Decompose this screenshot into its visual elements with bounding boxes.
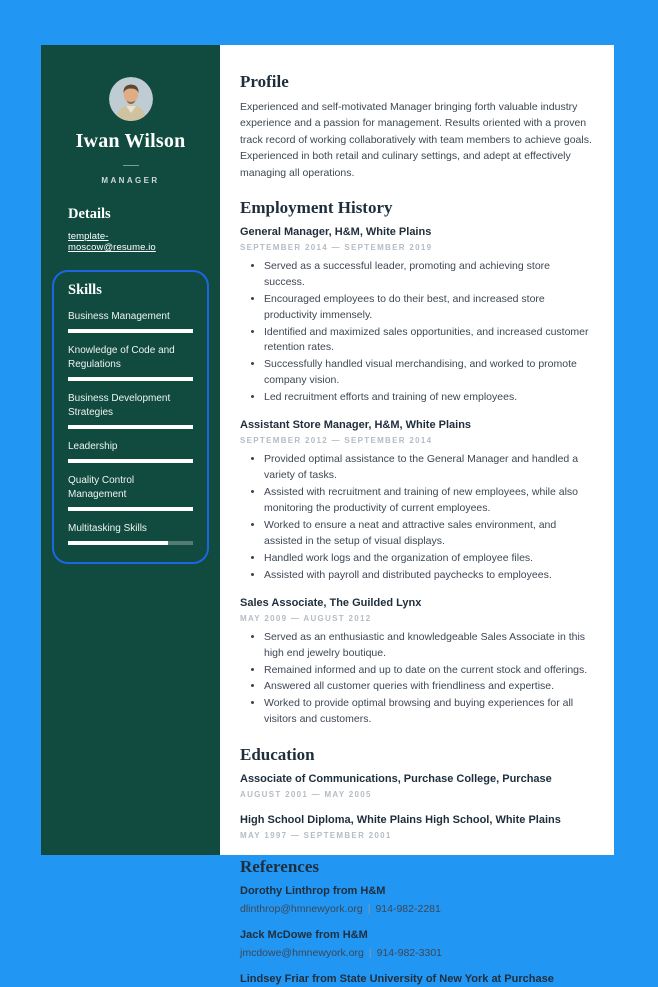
education-entry — [240, 813, 592, 840]
reference-name: Jack McDowe from H&M — [240, 928, 368, 941]
job-dates: SEPTEMBER 2014 — SEPTEMBER 2019 — [240, 242, 433, 252]
reference-email: dlinthrop@hmnewyork.org — [240, 902, 363, 915]
education-dates: MAY 1997 — SEPTEMBER 2001 — [240, 831, 392, 841]
education-dates: AUGUST 2001 — MAY 2005 — [240, 790, 372, 800]
details-section — [41, 206, 220, 255]
reference-phone: 914-982-3301 — [376, 946, 442, 959]
reference-name: Lindsey Friar from State University of New York at Purchase — [240, 972, 554, 985]
bullet-item: • Worked to provide optimal browsing and buying experiences for all visitors and customers. — [264, 696, 592, 728]
bullet-item: • Identified and maximized sales opportunities, and increased customer retention rates. — [264, 325, 592, 357]
job-bullets — [240, 630, 592, 729]
avatar — [109, 77, 153, 121]
skill-item — [68, 474, 193, 511]
job-bullets — [240, 259, 592, 407]
name-divider — [123, 165, 139, 166]
bullet-item: • Encouraged employees to do their best, and increased store productivity immensely. — [264, 292, 592, 324]
skills-selection-box[interactable] — [52, 270, 209, 564]
skill-bar — [68, 541, 193, 545]
job-entry — [240, 225, 592, 406]
bullet-item: • Handled work logs and the organization of employee files. — [264, 551, 592, 567]
job-title: Assistant Store Manager, H&M, White Plains — [240, 419, 472, 432]
profile-name: Iwan Wilson — [75, 130, 186, 152]
education-entry — [240, 772, 592, 799]
reference-name: Dorothy Linthrop from H&M — [240, 885, 386, 898]
skill-label: Multitasking Skills — [68, 523, 147, 534]
skill-label: Business Management — [68, 311, 170, 322]
skill-fill — [68, 377, 193, 381]
skill-fill — [68, 329, 193, 333]
job-dates: MAY 2009 — AUGUST 2012 — [240, 613, 372, 623]
employment-section — [240, 198, 592, 728]
job-entry — [240, 596, 592, 729]
sidebar — [41, 45, 220, 855]
bullet-item: • Successfully handled visual merchandising, and worked to promote company vision. — [264, 357, 592, 389]
skill-item — [68, 310, 193, 333]
job-entry — [240, 418, 592, 583]
bullet-item: • Worked to ensure a neat and attractive sales environment, and assisted in the setup of visual displays. — [264, 518, 592, 550]
skill-label: Business Development Strategies — [68, 393, 171, 418]
reference-entry — [240, 928, 592, 959]
skills-heading: Skills — [68, 282, 102, 298]
references-section — [240, 857, 592, 987]
skill-bar — [68, 377, 193, 381]
skill-bar — [68, 329, 193, 333]
skill-bar — [68, 507, 193, 511]
skill-fill — [68, 507, 193, 511]
skill-item — [68, 522, 193, 545]
skill-label: Quality Control Management — [68, 475, 135, 500]
skill-item — [68, 392, 193, 429]
details-heading: Details — [68, 206, 111, 222]
education-heading: Education — [240, 745, 315, 765]
skill-bar — [68, 459, 193, 463]
reference-email: jmcdowe@hmnewyork.org — [240, 946, 364, 959]
education-title: High School Diploma, White Plains High School, White Plains — [240, 814, 561, 827]
education-section — [240, 745, 592, 840]
skill-item — [68, 440, 193, 463]
reference-entry — [240, 884, 592, 915]
profile-text: Experienced and self-motivated Manager bringing forth valuable industry experience and a passion for management. Results oriented with a proven track record of working collaboratively with team members to achieve goals. Experienced in both retail and culinary settings, and adept at effectively managing all operations. — [240, 101, 592, 179]
skill-fill — [68, 459, 193, 463]
education-title: Associate of Communications, Purchase College, Purchase — [240, 773, 552, 786]
bullet-item: • Assisted with recruitment and training of new employees, while also monitoring the productivity of current employees. — [264, 485, 592, 517]
job-title: General Manager, H&M, White Plains — [240, 225, 432, 238]
reference-phone: 914-982-2281 — [375, 902, 441, 915]
bullet-item: • Served as a successful leader, promoting and achieving store success. — [264, 259, 592, 291]
job-title: Sales Associate, The Guilded Lynx — [240, 596, 422, 609]
profile-heading: Profile — [240, 72, 289, 91]
profile-section — [240, 72, 592, 181]
skill-item — [68, 344, 193, 381]
skill-fill — [68, 425, 193, 429]
email-link[interactable]: template-moscow@resume.io — [68, 231, 156, 253]
job-dates: SEPTEMBER 2012 — SEPTEMBER 2014 — [240, 436, 433, 446]
employment-heading: Employment History — [240, 197, 393, 217]
resume-content — [220, 45, 614, 985]
skill-bar — [68, 425, 193, 429]
skill-label: Knowledge of Code and Regulations — [68, 345, 175, 370]
bullet-item: • Assisted with payroll and distributed paychecks to employees. — [264, 568, 592, 584]
bullet-item: • Provided optimal assistance to the General Manager and handled a variety of tasks. — [264, 452, 592, 484]
reference-contact — [240, 903, 592, 915]
references-heading: References — [240, 857, 319, 877]
bullet-item: • Answered all customer queries with friendliness and expertise. — [264, 679, 592, 695]
reference-entry — [240, 972, 592, 987]
avatar-photo-icon — [109, 77, 153, 121]
bullet-item: • Led recruitment efforts and training of new employees. — [264, 390, 592, 406]
reference-contact — [240, 947, 592, 959]
role-title: MANAGER — [101, 176, 160, 185]
pipe-separator: | — [367, 902, 371, 915]
skill-label: Leadership — [68, 441, 118, 452]
pipe-separator: | — [368, 946, 372, 959]
bullet-item: • Served as an enthusiastic and knowledgeable Sales Associate in this high end jewelry boutique. — [264, 630, 592, 662]
bullet-item: • Remained informed and up to date on the current stock and offerings. — [264, 663, 592, 679]
resume-page — [41, 45, 614, 985]
skill-fill — [68, 541, 168, 545]
job-bullets — [240, 452, 592, 584]
